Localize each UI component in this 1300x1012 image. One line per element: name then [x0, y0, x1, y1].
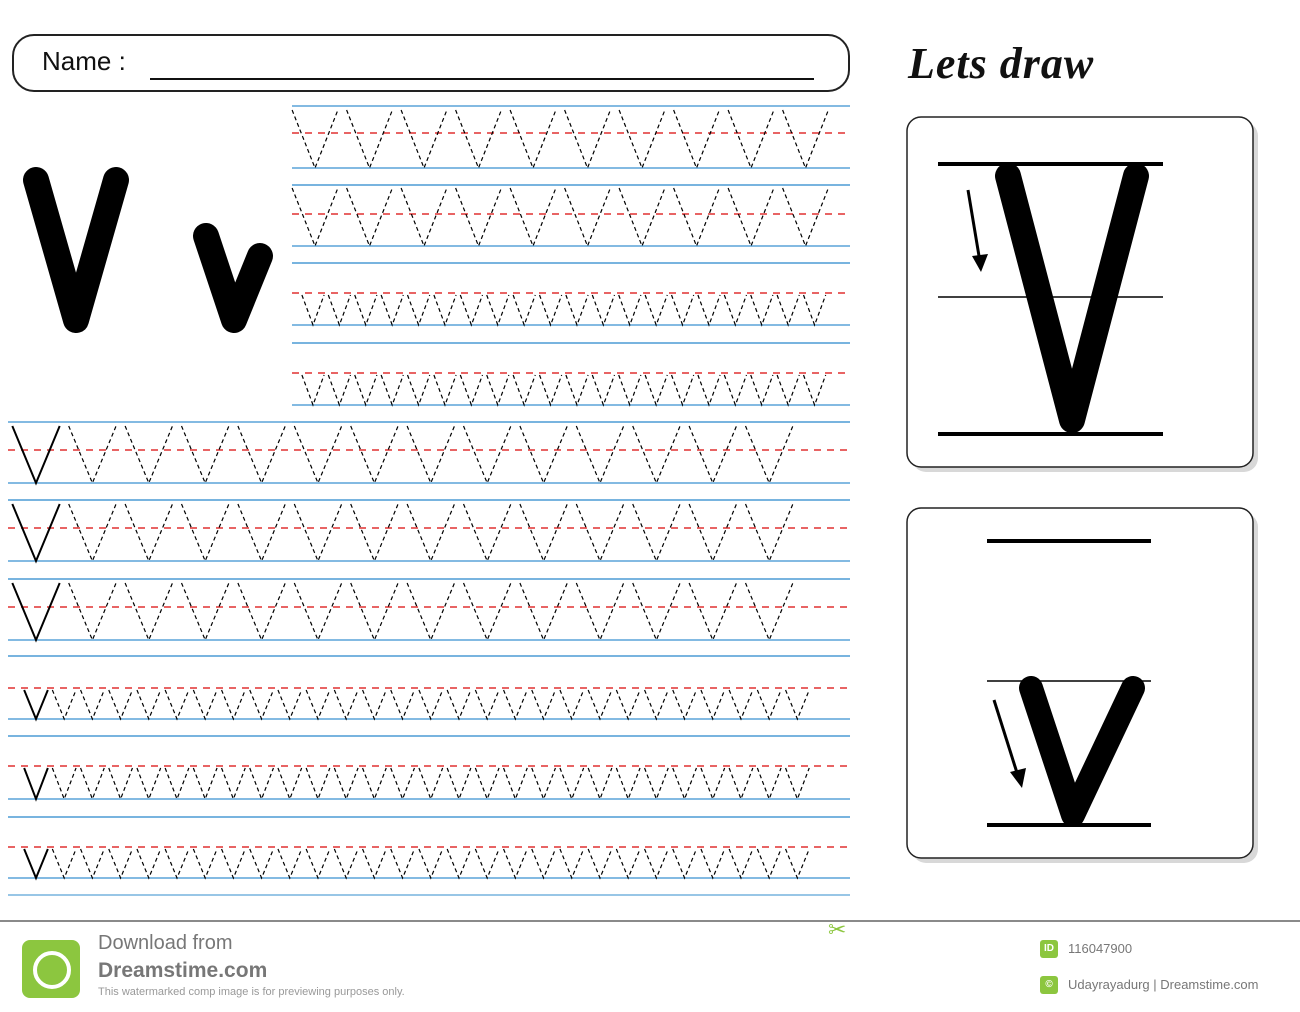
trace-letter — [777, 375, 799, 405]
trace-letter — [510, 110, 556, 168]
trace-letter — [24, 768, 48, 799]
trace-letter — [165, 690, 189, 719]
trace-letter — [165, 849, 189, 878]
trace-letter — [351, 504, 398, 561]
trace-letter — [407, 583, 454, 640]
trace-letter — [510, 188, 556, 246]
trace-letter — [408, 295, 430, 325]
trace-letter — [540, 375, 562, 405]
trace-letter — [504, 768, 528, 799]
trace-letter — [532, 849, 556, 878]
trace-letter — [616, 768, 640, 799]
trace-letter — [751, 375, 773, 405]
trace-letter — [783, 188, 829, 246]
trace-letter — [565, 110, 611, 168]
trace-letter — [475, 768, 499, 799]
trace-letter — [724, 295, 746, 325]
trace-letter — [238, 426, 285, 483]
trace-letter — [672, 295, 694, 325]
lets-draw-heading: Lets draw — [908, 39, 1095, 88]
trace-letter — [576, 583, 623, 640]
trace-letter — [460, 295, 482, 325]
trace-letter — [328, 295, 350, 325]
trace-letter — [804, 295, 826, 325]
trace-letter — [363, 768, 387, 799]
trace-letter — [292, 110, 338, 168]
trace-letter — [24, 690, 48, 719]
trace-letter — [278, 849, 302, 878]
trace-letter — [306, 768, 330, 799]
author-credit: Udayrayadurg | Dreamstime.com — [1068, 977, 1259, 992]
trace-letter — [381, 295, 403, 325]
watermark-note: This watermarked comp image is for previewing purposes only. — [98, 986, 405, 998]
name-label: Name : — [42, 46, 126, 76]
trace-letter — [363, 849, 387, 878]
trace-letter — [520, 504, 567, 561]
trace-letter — [363, 690, 387, 719]
trace-letter — [250, 849, 274, 878]
footer-watermark-bar — [0, 917, 1300, 1012]
trace-letter — [592, 375, 614, 405]
trace-letter — [540, 295, 562, 325]
trace-letter — [619, 110, 665, 168]
name-writing-line[interactable] — [150, 78, 814, 80]
trace-letter — [434, 295, 456, 325]
trace-letter — [250, 690, 274, 719]
trace-letter — [419, 690, 443, 719]
lower-practice-rows — [8, 422, 850, 895]
trace-letter — [222, 768, 246, 799]
image-id: 116047900 — [1068, 941, 1133, 956]
trace-letter — [294, 426, 341, 483]
trace-letter — [460, 375, 482, 405]
trace-letter — [588, 690, 612, 719]
trace-letter — [52, 690, 76, 719]
trace-letter — [698, 295, 720, 325]
trace-letter — [447, 690, 471, 719]
trace-letter — [125, 504, 172, 561]
trace-letter — [757, 690, 781, 719]
trace-letter — [182, 583, 229, 640]
trace-letter — [165, 768, 189, 799]
trace-letter — [689, 504, 736, 561]
trace-letter — [751, 295, 773, 325]
trace-letter — [532, 768, 556, 799]
trace-letter — [645, 690, 669, 719]
trace-letter — [109, 768, 133, 799]
trace-letter — [419, 849, 443, 878]
trace-letter — [81, 690, 105, 719]
trace-letter — [673, 849, 697, 878]
trace-letter — [464, 504, 511, 561]
trace-letter — [391, 849, 415, 878]
trace-letter — [566, 375, 588, 405]
trace-letter — [302, 375, 324, 405]
brand-name[interactable]: Dreamstime.com — [98, 959, 268, 982]
trace-letter — [757, 768, 781, 799]
trace-letter — [328, 375, 350, 405]
scissors-icon: ✂ — [828, 917, 847, 942]
trace-letter — [407, 426, 454, 483]
trace-letter — [238, 583, 285, 640]
trace-letter — [391, 768, 415, 799]
upper-practice-rows — [292, 106, 850, 422]
trace-letter — [588, 768, 612, 799]
trace-letter — [619, 375, 641, 405]
trace-letter — [351, 426, 398, 483]
trace-letter — [434, 375, 456, 405]
trace-letter — [786, 849, 810, 878]
trace-letter — [783, 110, 829, 168]
trace-letter — [592, 295, 614, 325]
trace-letter — [513, 375, 535, 405]
trace-letter — [520, 583, 567, 640]
practice-row — [8, 656, 850, 736]
trace-letter — [334, 849, 358, 878]
trace-letter — [193, 849, 217, 878]
trace-letter — [487, 375, 509, 405]
trace-letter — [355, 295, 377, 325]
trace-letter — [532, 690, 556, 719]
trace-letter — [381, 375, 403, 405]
trace-letter — [757, 849, 781, 878]
trace-letter — [576, 504, 623, 561]
trace-letter — [645, 295, 667, 325]
trace-letter — [475, 849, 499, 878]
trace-letter — [728, 188, 774, 246]
trace-letter — [250, 768, 274, 799]
trace-letter — [302, 295, 324, 325]
trace-letter — [674, 188, 720, 246]
trace-letter — [447, 768, 471, 799]
trace-letter — [464, 583, 511, 640]
trace-letter — [407, 504, 454, 561]
trace-letter — [633, 583, 680, 640]
practice-row — [8, 579, 850, 656]
trace-letter — [728, 110, 774, 168]
trace-letter — [560, 768, 584, 799]
trace-letter — [729, 768, 753, 799]
trace-letter — [456, 110, 502, 168]
trace-letter — [565, 188, 611, 246]
dreamstime-logo-icon — [22, 940, 80, 998]
trace-letter — [81, 849, 105, 878]
trace-letter — [560, 849, 584, 878]
trace-letter — [294, 583, 341, 640]
trace-letter — [447, 849, 471, 878]
trace-letter — [408, 375, 430, 405]
trace-letter — [278, 768, 302, 799]
trace-letter — [560, 690, 584, 719]
trace-letter — [746, 426, 793, 483]
trace-letter — [689, 426, 736, 483]
trace-letter — [294, 504, 341, 561]
model-letter-lower — [206, 236, 260, 320]
trace-letter — [701, 690, 725, 719]
trace-letter — [746, 583, 793, 640]
download-label: Download from — [98, 932, 233, 954]
trace-letter — [673, 768, 697, 799]
trace-letter — [125, 583, 172, 640]
trace-letter — [504, 690, 528, 719]
trace-letter — [222, 849, 246, 878]
trace-letter — [633, 504, 680, 561]
practice-row — [292, 343, 850, 422]
trace-letter — [182, 504, 229, 561]
trace-letter — [588, 849, 612, 878]
trace-letter — [475, 690, 499, 719]
trace-letter — [222, 690, 246, 719]
trace-letter — [619, 188, 665, 246]
trace-letter — [456, 188, 502, 246]
model-letters — [36, 180, 260, 320]
trace-letter — [306, 849, 330, 878]
trace-letter — [69, 583, 116, 640]
trace-letter — [109, 690, 133, 719]
trace-letter — [419, 768, 443, 799]
practice-row — [292, 185, 850, 263]
trace-letter — [645, 849, 669, 878]
trace-letter — [504, 849, 528, 878]
trace-letter — [724, 375, 746, 405]
trace-letter — [238, 504, 285, 561]
trace-letter — [182, 426, 229, 483]
trace-letter — [689, 583, 736, 640]
trace-letter — [12, 583, 59, 640]
copyright-icon: © — [1040, 976, 1058, 994]
trace-letter — [306, 690, 330, 719]
trace-letter — [487, 295, 509, 325]
trace-letter — [729, 849, 753, 878]
practice-row — [8, 817, 850, 895]
trace-letter — [391, 690, 415, 719]
trace-letter — [193, 768, 217, 799]
trace-letter — [347, 110, 393, 168]
trace-letter — [729, 690, 753, 719]
trace-letter — [645, 375, 667, 405]
model-letter-upper — [36, 180, 116, 320]
trace-letter — [193, 690, 217, 719]
trace-letter — [520, 426, 567, 483]
trace-letter — [701, 849, 725, 878]
trace-letter — [786, 690, 810, 719]
practice-row — [292, 263, 850, 343]
stroke-guide-upper — [907, 117, 1258, 472]
trace-letter — [125, 426, 172, 483]
trace-letter — [52, 768, 76, 799]
trace-letter — [109, 849, 133, 878]
trace-letter — [619, 295, 641, 325]
trace-letter — [401, 188, 447, 246]
practice-row — [8, 736, 850, 817]
trace-letter — [464, 426, 511, 483]
trace-letter — [616, 690, 640, 719]
trace-letter — [69, 426, 116, 483]
trace-letter — [351, 583, 398, 640]
trace-letter — [292, 188, 338, 246]
trace-letter — [698, 375, 720, 405]
trace-letter — [334, 690, 358, 719]
id-badge-icon: ID — [1040, 940, 1058, 958]
trace-letter — [786, 768, 810, 799]
trace-letter — [672, 375, 694, 405]
trace-letter — [347, 188, 393, 246]
stroke-guide-lower — [907, 508, 1258, 863]
trace-letter — [674, 110, 720, 168]
trace-letter — [137, 690, 161, 719]
trace-letter — [804, 375, 826, 405]
trace-letter — [576, 426, 623, 483]
trace-letter — [513, 295, 535, 325]
trace-letter — [616, 849, 640, 878]
trace-letter — [355, 375, 377, 405]
trace-letter — [701, 768, 725, 799]
trace-letter — [334, 768, 358, 799]
trace-letter — [24, 849, 48, 878]
trace-letter — [746, 504, 793, 561]
trace-letter — [401, 110, 447, 168]
trace-letter — [566, 295, 588, 325]
trace-letter — [673, 690, 697, 719]
trace-letter — [52, 849, 76, 878]
trace-letter — [81, 768, 105, 799]
practice-row — [8, 422, 850, 500]
name-field[interactable] — [12, 34, 850, 92]
trace-letter — [777, 295, 799, 325]
practice-row — [292, 106, 850, 185]
trace-letter — [12, 426, 59, 483]
trace-letter — [137, 768, 161, 799]
trace-letter — [69, 504, 116, 561]
practice-row — [8, 500, 850, 579]
trace-letter — [645, 768, 669, 799]
trace-letter — [137, 849, 161, 878]
trace-letter — [633, 426, 680, 483]
trace-letter — [12, 504, 59, 561]
trace-letter — [278, 690, 302, 719]
